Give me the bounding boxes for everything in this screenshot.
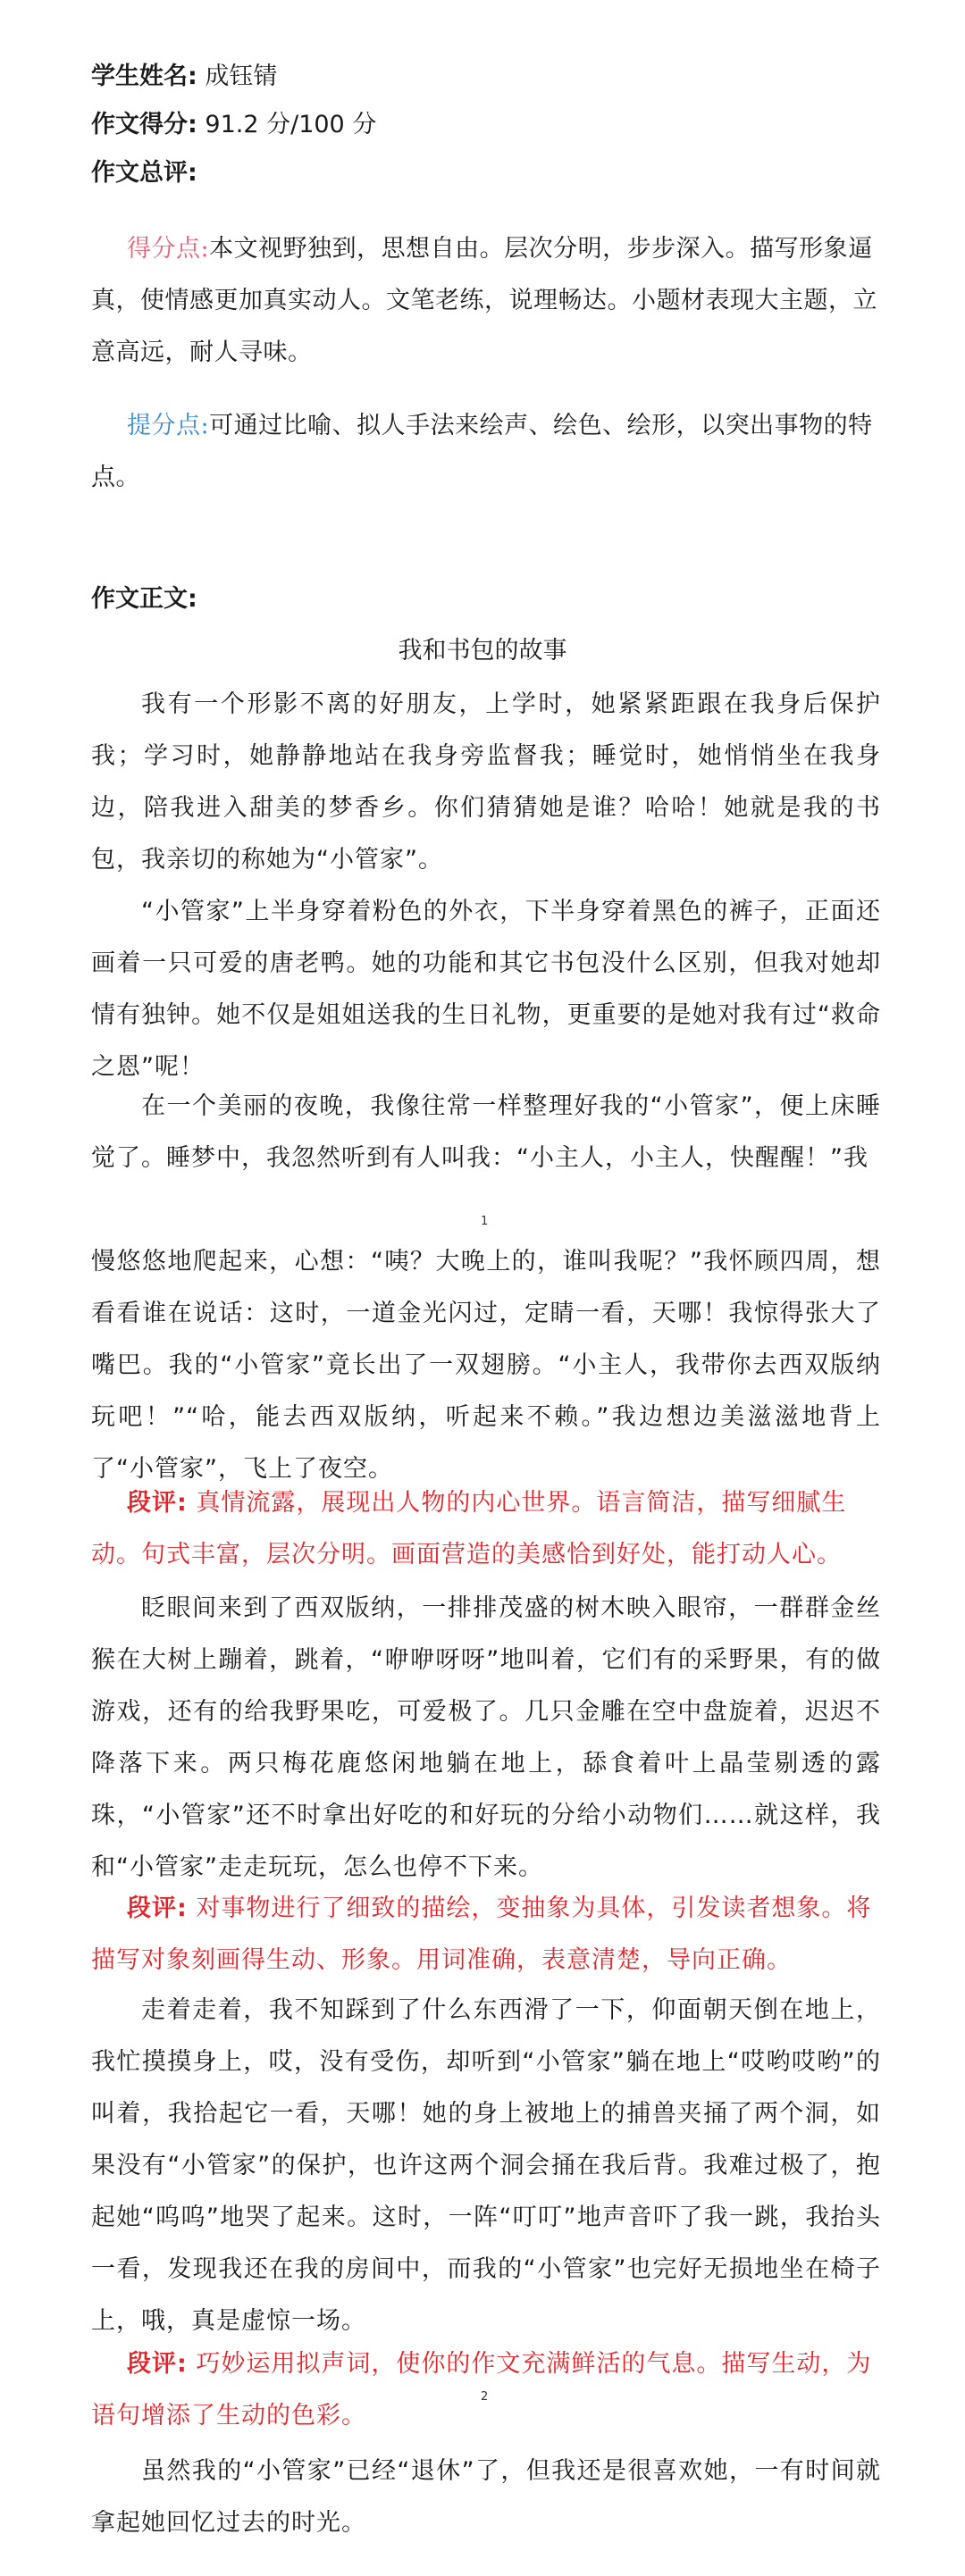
essay-score-value: 91.2 分/100 分: [205, 111, 377, 138]
paragraph-review-3-text: 巧妙运用拟声词，使你的作文充满鲜活的气息。描写生动，为语句增添了生动的色彩。: [91, 2350, 872, 2430]
paragraph-review-1: [91, 1477, 881, 1581]
paragraph-review-1-label: 段评:: [127, 1489, 188, 1517]
page-number-1: 1: [481, 1215, 489, 1228]
student-name-key: 学生姓名:: [91, 63, 197, 90]
summary-heading: [91, 155, 197, 191]
essay-body-heading: 作文正文:: [91, 585, 197, 613]
improve-points-label: 提分点:: [127, 412, 210, 439]
paragraph-review-1-text: 真情流露，展现出人物的内心世界。语言简洁，描写细腻生动。句式丰富，层次分明。画面营造的美感恰到好处，能打动人心。: [91, 1489, 847, 1568]
essay-title: 我和书包的故事: [398, 637, 567, 665]
essay-score-line: [91, 107, 376, 143]
essay-paragraph-4: 眨眼间来到了西双版纳，一排排茂盛的树木映入眼帘，一群群金丝猴在大树上蹦着，跳着，“咿咿呀呀”地叫着，它们有的采野果，有的做游戏，还有的给我野果吃，可爱极了。几只金雕在空中盘旋着，迟迟不降落下来。两只梅花鹿悠闲地躺在地上，舔食着叶上晶莹剔透的露珠，“小管家”还不时拿出好吃的和好玩的分给小动物们……就这样，我和“小管家”走走玩玩，怎么也停不下来。: [91, 1594, 881, 1881]
essay-paragraph-3: 在一个美丽的夜晚，我像往常一样整理好我的“小管家”，便上床睡觉了。睡梦中，我忽然听到有人叫我：“小主人，小主人，快醒醒！”我: [91, 1092, 881, 1172]
improve-points-text: 可通过比喻、拟人手法来绘声、绘色、绘形，以突出事物的特点。: [91, 412, 873, 491]
paragraph-review-2-text: 对事物进行了细致的描绘，变抽象为具体，引发读者想象。将描写对象刻画得生动、形象。用词准确，表意清楚，导向正确。: [91, 1894, 872, 1974]
paragraph-review-2: [91, 1883, 881, 1986]
student-name-line: [91, 59, 277, 95]
essay-paragraph-6: 虽然我的“小管家”已经“退休”了，但我还是很喜欢她，一有时间就拿起她回忆过去的时光。: [91, 2457, 881, 2537]
plus-points-text: 本文视野独到，思想自由。层次分明，步步深入。描写形象逼真，使情感更加真实动人。文笔老练，说理畅达。小题材表现大主题，立意高远，耐人寻味。: [91, 235, 877, 366]
paragraph-review-2-label: 段评:: [127, 1894, 188, 1922]
summary-key: 作文总评:: [91, 159, 197, 187]
essay-paragraph-1: 我有一个形影不离的好朋友，上学时，她紧紧距跟在我身后保护我；学习时，她静静地站在我身旁监督我；睡觉时，她悄悄坐在我身边，陪我进入甜美的梦香乡。你们猜猜她是谁？哈哈！她就是我的书包，我亲切的称她为“小管家”。: [91, 690, 881, 874]
essay-score-key: 作文得分:: [91, 111, 197, 138]
plus-points-comment: [91, 223, 877, 379]
page-number-2: 2: [481, 2390, 489, 2404]
paragraph-review-3-label: 段评:: [127, 2350, 188, 2378]
essay-paragraph-2: “小管家”上半身穿着粉色的外衣，下半身穿着黑色的裤子，正面还画着一只可爱的唐老鸭。她的功能和其它书包没什么区别，但我对她却情有独钟。她不仅是姐姐送我的生日礼物，更重要的是她对我有过“救命之恩”呢！: [91, 898, 881, 1081]
student-name-value: 成钰锖: [205, 63, 278, 90]
improve-points-comment: [91, 400, 877, 504]
essay-paragraph-3-continued: 慢悠悠地爬起来，心想：“咦？大晚上的，谁叫我呢？”我怀顾四周，想看看谁在说话：这时，一道金光闪过，定睛一看，天哪！我惊得张大了嘴巴。我的“小管家”竟长出了一双翅膀。“小主人，我带你去西双版纳玩吧！”“哈，能去西双版纳，听起来不赖。”我边想边美滋滋地背上了“小管家”，飞上了夜空。: [91, 1248, 881, 1483]
essay-paragraph-5: 走着走着，我不知踩到了什么东西滑了一下，仰面朝天倒在地上，我忙摸摸身上，哎，没有受伤，却听到“小管家”躺在地上“哎哟哎哟”的叫着，我拾起它一看，天哪！她的身上被地上的捕兽夹捅了两个洞，如果没有“小管家”的保护，也许这两个洞会捅在我后背。我难过极了，抱起她“呜呜”地哭了起来。这时，一阵“叮叮”地声音吓了我一跳，我抬头一看，发现我还在我的房间中，而我的“小管家”也完好无损地坐在椅子上，哦，真是虚惊一场。: [91, 1996, 881, 2335]
plus-points-label: 得分点:: [127, 235, 210, 263]
